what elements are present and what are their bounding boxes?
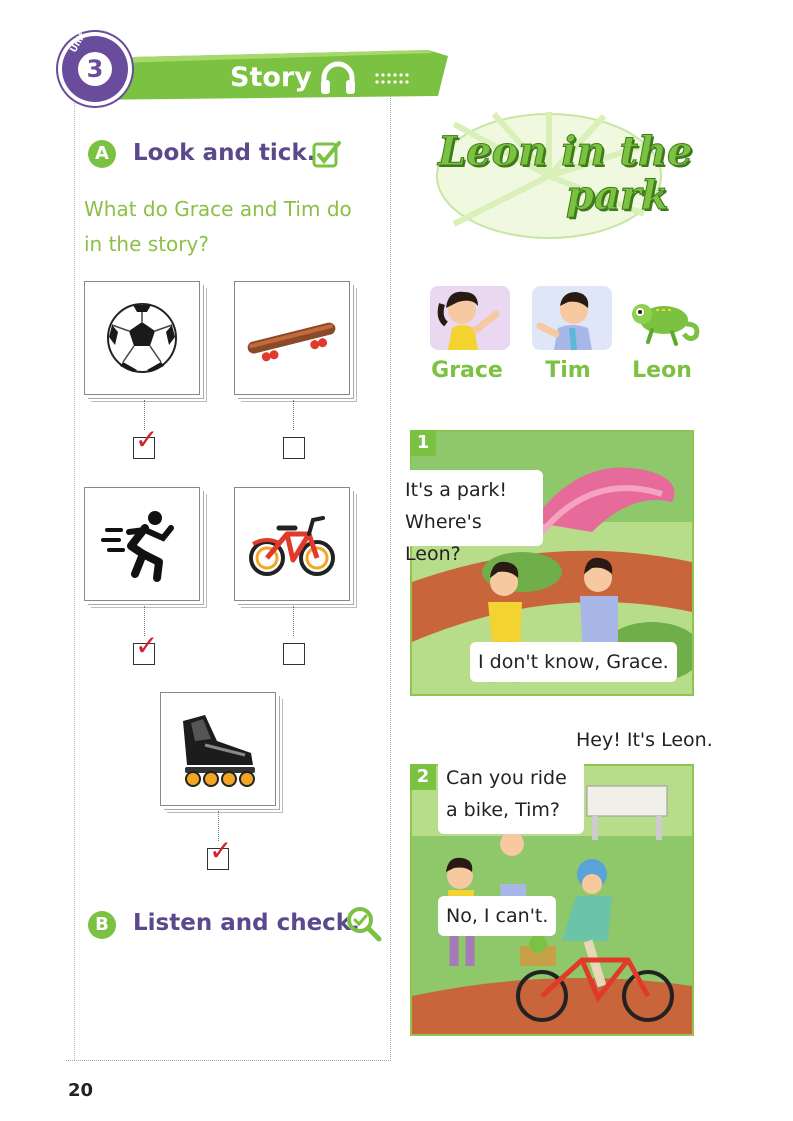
character-name-leon: Leon [632, 358, 692, 383]
tick-box-roller-skates[interactable] [207, 834, 233, 870]
tim-portrait [530, 284, 614, 352]
speech-bubble-grace-2: Can you ride a bike, Tim? [438, 758, 584, 834]
unit-label: Unit [68, 31, 89, 55]
speech-bubble-leon-2: Hey! It's Leon. [568, 720, 721, 760]
speech-bubble-tim-1: I don't know, Grace. [470, 642, 677, 682]
speech-bubble-grace-1: It's a park! Where's Leon? [397, 470, 543, 546]
leon-chameleon-icon [626, 290, 702, 348]
picture-card-skateboard [234, 281, 350, 395]
headphones-icon[interactable] [318, 60, 358, 96]
skateboard-icon [235, 282, 349, 394]
picture-card-roller-skates [160, 692, 276, 806]
bicycle-icon [235, 488, 349, 600]
magnifier-check-icon[interactable] [346, 906, 382, 942]
unit-number: 3 [78, 52, 112, 86]
story-title-line1: Leon in the [438, 128, 693, 175]
picture-card-bike [234, 487, 350, 601]
section-a-title: Look and tick. [133, 140, 316, 166]
speech-bubble-tim-2: No, I can't. [438, 896, 556, 936]
check-mark: ✓ [135, 629, 159, 662]
section-b-badge: B [88, 911, 116, 939]
grace-portrait [428, 284, 512, 352]
tick-box-icon [312, 140, 342, 168]
picture-card-running [84, 487, 200, 601]
picture-card-football [84, 281, 200, 395]
page-number: 20 [68, 1080, 94, 1101]
character-name-tim: Tim [545, 358, 591, 383]
panel-number-1: 1 [410, 430, 436, 456]
section-a-badge: A [88, 140, 116, 168]
tick-box-skateboard[interactable] [283, 437, 305, 459]
check-mark: ✓ [135, 423, 159, 456]
running-person-icon [85, 488, 199, 600]
check-mark: ✓ [209, 834, 233, 867]
scalloped-edge [60, 88, 75, 1060]
character-name-grace: Grace [431, 358, 503, 383]
roller-skates-icon [161, 693, 275, 805]
story-title-line2: park [566, 172, 669, 219]
connector-line [293, 400, 294, 430]
tick-box-football[interactable] [133, 423, 159, 459]
unit-badge [62, 31, 128, 102]
audio-track-icon [374, 70, 414, 90]
football-icon [85, 282, 199, 394]
panel-number-2: 2 [410, 764, 436, 790]
section-b-title: Listen and check. [133, 910, 360, 936]
tick-box-bike[interactable] [283, 643, 305, 665]
page-title: Story [230, 62, 312, 93]
tick-box-running[interactable] [133, 629, 159, 665]
connector-line [293, 606, 294, 636]
question-text: What do Grace and Tim do in the story? [84, 197, 352, 256]
